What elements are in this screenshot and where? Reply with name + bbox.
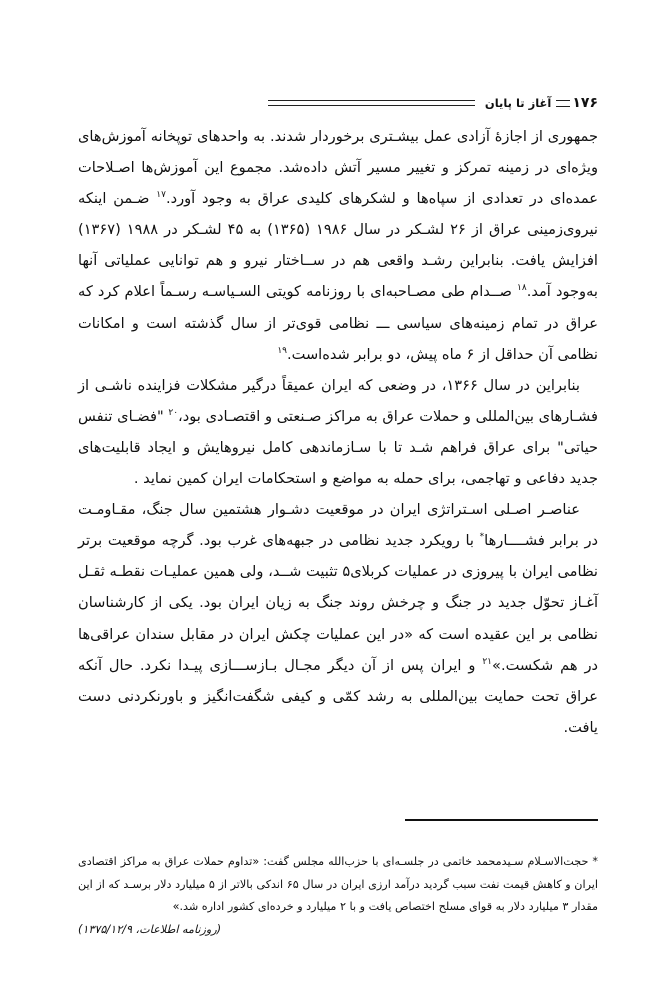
footnote-ref-star: * bbox=[479, 532, 485, 543]
footnote-marker: * bbox=[592, 855, 598, 868]
main-text bbox=[78, 121, 598, 743]
paragraph-text: جمهوری از اجازهٔ آزادی عمل بیشـتری برخوردار شدند. به واحدهای توپخانه آموزش‌های ویژه‌ای در زمینه تمرکز و تغییر مسیر آتش داده‌شد. مجموع این آموزش‌ها اصـلاحات عمده‌ای در تعدادی از سپاه‌ها و لشکرهای کلیدی عراق به وجود آورد. bbox=[78, 128, 598, 208]
footnote-ref-20: ۲۰ bbox=[168, 407, 179, 418]
running-header bbox=[268, 92, 598, 114]
paragraph-text: ضـمن اینکه نیروی‌زمینی عراق از ۲۶ لشـکر در سال ۱۹۸۶ (۱۳۶۵) به ۴۵ لشـکر در ۱۹۸۸ (۱۳۶۷) افزایش یافت. بنابراین رشـد واقعی هم در ســاختار نیرو و هم توانایی عملیاتی آنها به‌وجود آمد. bbox=[78, 190, 598, 301]
footnote bbox=[78, 851, 598, 941]
page-number: ۱۷۶ bbox=[572, 95, 598, 111]
paragraph-1 bbox=[78, 121, 598, 370]
paragraph-text: عناصـر اصـلی اسـتراتژی ایران در موقعیت دشـوار هشتمین سال جنگ، مقـاومـت در برابر فشــــارها bbox=[78, 501, 598, 550]
paragraph-text: "فضـای تنفس حیاتی" برای عراق فراهم شـد تا با سـازماندهی کامل نیروهایش و ایجاد قابلیت‌های جدید دفاعی و تهاجمی، برای حمله به مواضع و استحکامات ایران کمین نماید . bbox=[78, 407, 598, 488]
footnote-ref-18: ۱۸ bbox=[517, 283, 527, 294]
book-title: آغاز تا پایان bbox=[484, 96, 552, 110]
paragraph-text: بنابراین در سال ۱۳۶۶، در وضعی که ایران عمیقاً درگیر مشکلات فزاینده ناشـی از فشـارهای بین‌المللی و حملات عراق به مراکز صـنعتی و اقتصـادی بود، bbox=[78, 376, 598, 425]
header-dash bbox=[556, 100, 570, 107]
footnote-ref-17: ۱۷ bbox=[156, 190, 166, 201]
paragraph-text: با رویکرد جدید نظامی در جبهه‌های غرب بود. گرچه موقعیت برتر نظامی ایران با پیروزی در عملیات کربلای۵ تثبیت شــد، ولی همین عملیـات نقطـه ثقـل آغـاز تحوّل جدید در جنگ و چرخش روند جنگ به زیان ایران بود. یکی از کارشناسان نظامی بر این عقیده است که «در این عملیات چکش ایران در مقابل سندان عراقی‌ها در هم شکست.» bbox=[78, 532, 598, 674]
footnote-ref-19: ۱۹ bbox=[277, 345, 287, 356]
footnote-separator bbox=[405, 819, 598, 821]
footnote-citation: (روزنامه اطلاعات، ۱۳۷۵/۱۲/۹) bbox=[78, 922, 222, 936]
header-rule bbox=[268, 100, 475, 106]
paragraph-2 bbox=[78, 370, 598, 494]
paragraph-text: و ایران پس از آن دیگر مجـال بـازســـازی پیـدا نکرد. حال آنکه عراق تحت حمایت بین‌المللی به رشد کمّی و کیفی شگفت‌انگیز و باورنکردنی دست یافت. bbox=[78, 656, 598, 736]
paragraph-text: صــدام طی مصـاحبه‌ای با روزنامه کویتی السـیاسـه رسـماً اعلام کرد که عراق در تمام زمینه‌های سیاسی ـــ نظامی قوی‌تر از سال گذشته است و امکانات نظامی آن حداقل از ۶ ماه پیش، دو برابر شده‌است. bbox=[78, 283, 598, 363]
paragraph-3 bbox=[78, 494, 598, 743]
footnote-ref-21: ۲۱ bbox=[482, 656, 493, 667]
footnote-text: حجت‌الاسـلام سـیدمحمد خاتمی در جلسـه‌ای با حزب‌الله مجلس گفت: «تداوم حملات عراق به مراکز اقتصادی ایران و کاهش قیمت نفت سبب گردید درآمد ارزی ایران در سال ۶۵ اندکی بالاتر از ۵ میلیارد دلار برسـد که از این مقدار ۳ میلیارد دلار به قوای مسلح اختصاص یافت و با ۲ میلیارد و خرده‌ای کشور اداره شد.» bbox=[78, 855, 599, 913]
